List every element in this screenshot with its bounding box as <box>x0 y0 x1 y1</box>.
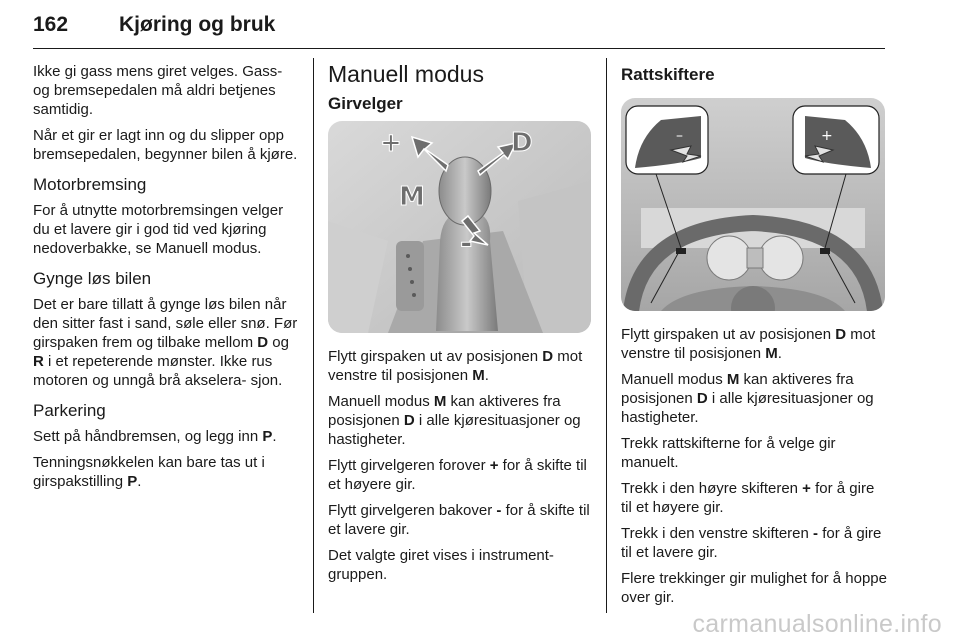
page-header <box>33 10 885 50</box>
paragraph: Det er bare tillatt å gynge løs bilen når den sitter fast i sand, søle eller snø. Før girspaken frem og tilbake mellom D og R i et repeterende mønster. Ikke rus motoren og unngå brå akselera- sjon. <box>33 296 298 389</box>
heading-girvelger: Girvelger <box>328 94 403 113</box>
paragraph: For å utnytte motorbremsingen velger du et lavere gir i god tid ved kjøring nedoverbakke, se Manuell modus. <box>33 202 284 257</box>
page-number: 162 <box>33 13 69 36</box>
watermark: carmanualsonline.info <box>692 610 942 638</box>
paragraph: Manuell modus M kan aktiveres fra posisjonen D i alle kjøresituasjoner og hastigheter. <box>328 393 581 448</box>
paragraph: Tenningsnøkkelen kan bare tas ut i girspakstilling P. <box>33 454 265 490</box>
paragraph: Trekk i den høyre skifteren + for å gire til et høyere gir. <box>621 480 875 516</box>
column-divider-2 <box>606 58 607 613</box>
heading-gynge: Gynge løs bilen <box>33 269 152 288</box>
paragraph: Når et gir er lagt inn og du slipper opp bremsepedalen, begynner bilen å kjøre. <box>33 127 298 163</box>
paragraph: Det valgte giret vises i instrument- gruppen. <box>328 547 554 583</box>
heading-manuell-modus: Manuell modus <box>328 61 484 87</box>
heading-rattskiftere: Rattskiftere <box>621 65 715 84</box>
paragraph: Flytt girspaken ut av posisjonen D mot venstre til posisjonen M. <box>621 326 876 362</box>
steering-wheel-illustration <box>621 98 885 311</box>
column-1 <box>33 62 299 498</box>
paragraph: Manuell modus M kan aktiveres fra posisjonen D i alle kjøresituasjoner og hastigheter. <box>621 371 874 426</box>
paragraph: Flytt girspaken ut av posisjonen D mot venstre til posisjonen M. <box>328 348 583 384</box>
label-m: M <box>399 182 425 212</box>
paragraph: Sett på håndbremsen, og legg inn P. <box>33 428 277 445</box>
column-divider-1 <box>313 58 314 613</box>
paragraph: Trekk rattskifterne for å velge gir manuelt. <box>621 435 836 471</box>
column-2 <box>328 60 592 591</box>
column-3 <box>621 62 887 614</box>
gear-selector-illustration <box>328 121 591 333</box>
label-plus-paddle: + <box>821 128 833 144</box>
paragraph: Flytt girvelgeren bakover - for å skifte til et lavere gir. <box>328 502 590 538</box>
label-d: D <box>511 128 533 158</box>
label-plus: + <box>380 128 402 158</box>
paragraph: Flere trekkinger gir mulighet for å hoppe over gir. <box>621 570 887 606</box>
label-minus-paddle: – <box>676 128 683 144</box>
heading-parkering: Parkering <box>33 401 106 420</box>
paragraph: Ikke gi gass mens giret velges. Gass- og bremsepedalen må aldri betjenes samtidig. <box>33 63 283 118</box>
paragraph: Trekk i den venstre skifteren - for å gire til et lavere gir. <box>621 525 882 561</box>
heading-motorbremsing: Motorbremsing <box>33 175 147 194</box>
chapter-title: Kjøring og bruk <box>119 13 276 36</box>
header-rule <box>33 48 885 49</box>
label-minus: - <box>460 226 473 261</box>
paragraph: Flytt girvelgeren forover + for å skifte til et høyere gir. <box>328 457 587 493</box>
